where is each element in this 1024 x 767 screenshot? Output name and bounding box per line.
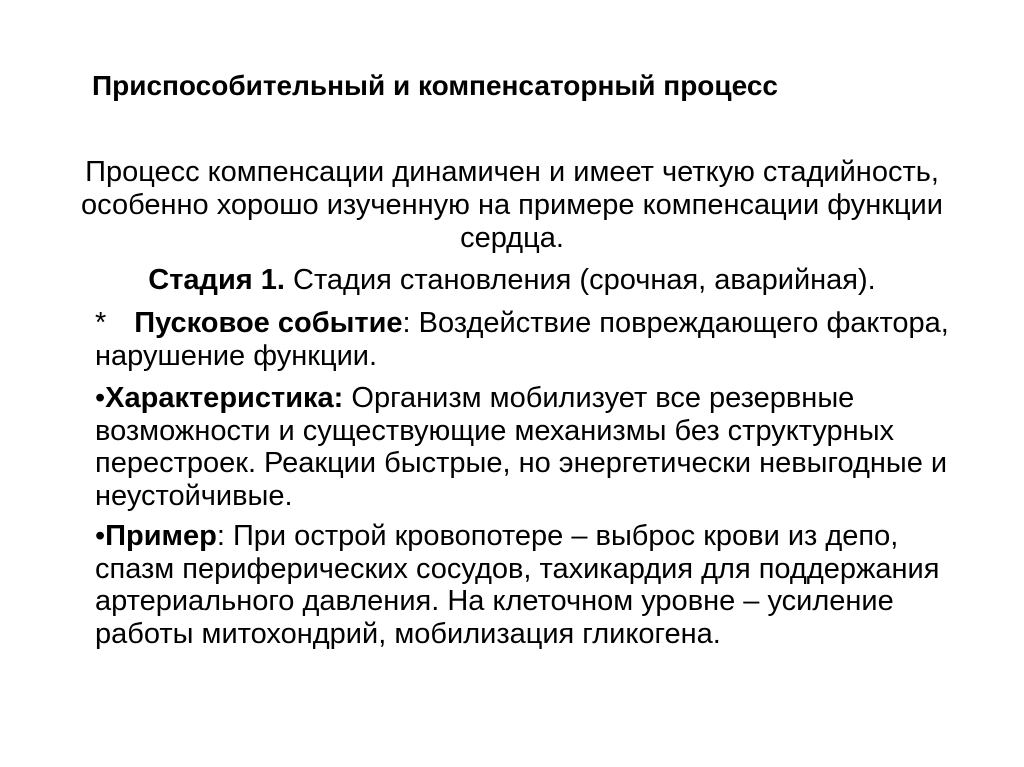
asterisk-marker: * xyxy=(95,307,107,339)
characteristic-text: Организм мобилизует все резервные возможности и существующие механизмы без структурных перестроек. Реакции быстрые, но энергетически невыгодные и неустойчивые. xyxy=(95,382,948,512)
bullet-marker: • xyxy=(95,520,106,552)
stage-label: Стадия 1. xyxy=(148,264,285,296)
characteristic-label: Характеристика: xyxy=(105,382,344,414)
slide-title: Приспособительный и компенсаторный процесс xyxy=(92,70,778,101)
example-text: : При острой кровопотере – выброс крови из депо, спазм периферических сосудов, тахикардия для поддержания артериального давления. На клеточном уровне – усиление работы митохондрий, мобилизация гликогена. xyxy=(95,520,940,650)
example-label: Пример xyxy=(105,520,217,552)
trigger-text: : Воздействие повреждающего фактора, нарушение функции. xyxy=(95,307,949,372)
trigger-paragraph xyxy=(95,307,975,372)
stage-text: Стадия становления (срочная, аварийная). xyxy=(284,264,876,296)
trigger-label: Пусковое событие xyxy=(134,307,403,339)
example-paragraph xyxy=(95,520,975,650)
stage-heading xyxy=(80,262,944,298)
bullet-marker: • xyxy=(95,382,106,414)
intro-paragraph: Процесс компенсации динамичен и имеет четкую стадийность, особенно хорошо изученную на примере компенсации функции сердца. xyxy=(81,156,943,254)
characteristic-paragraph xyxy=(95,382,975,512)
